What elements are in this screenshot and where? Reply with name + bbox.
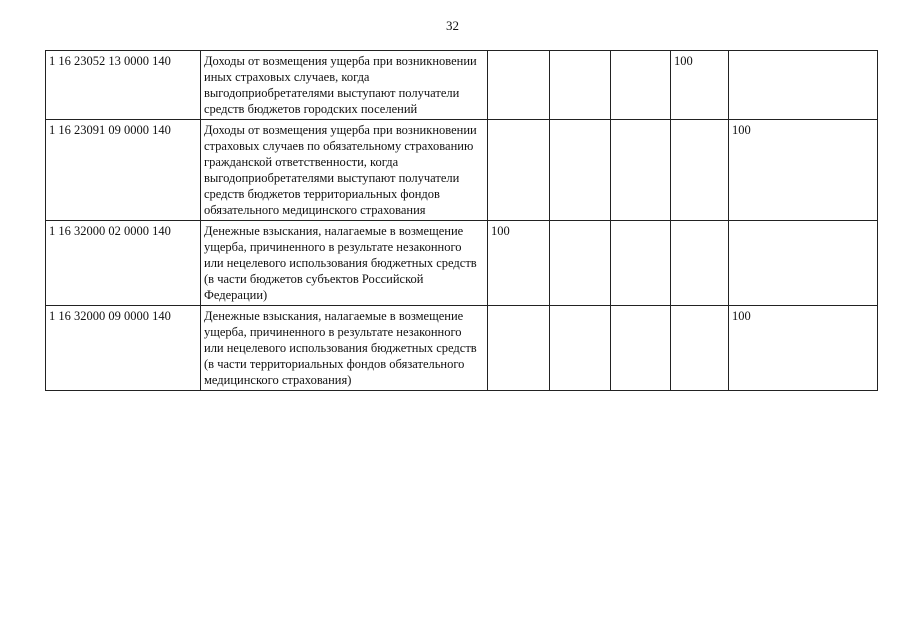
revenue-name: Денежные взыскания, налагаемые в возмещение ущерба, причиненного в результате незаконного или нецелевого использования бюджетных средств (в части бюджетов субъектов Российской Федерации) xyxy=(201,221,488,306)
table-row xyxy=(46,51,878,120)
table-row xyxy=(46,120,878,221)
value-cell xyxy=(550,51,611,120)
value-cell xyxy=(611,221,671,306)
revenue-name: Доходы от возмещения ущерба при возникновении иных страховых случаев, когда выгодоприобретателями выступают получатели средств бюджетов городских поселений xyxy=(201,51,488,120)
value-cell xyxy=(611,120,671,221)
value-cell xyxy=(671,120,729,221)
value-cell xyxy=(550,306,611,391)
revenue-name: Денежные взыскания, налагаемые в возмещение ущерба, причиненного в результате незаконного или нецелевого использования бюджетных средств (в части территориальных фондов обязательного медицинского страхования) xyxy=(201,306,488,391)
value-cell xyxy=(671,306,729,391)
value-cell xyxy=(488,51,550,120)
value-cell: 100 xyxy=(729,120,878,221)
value-cell: 100 xyxy=(671,51,729,120)
revenue-code: 1 16 23052 13 0000 140 xyxy=(46,51,201,120)
value-cell xyxy=(550,221,611,306)
value-cell xyxy=(611,306,671,391)
value-cell: 100 xyxy=(729,306,878,391)
value-cell xyxy=(488,120,550,221)
value-cell xyxy=(611,51,671,120)
value-cell xyxy=(550,120,611,221)
value-cell xyxy=(488,306,550,391)
table-row xyxy=(46,306,878,391)
value-cell xyxy=(671,221,729,306)
revenue-code: 1 16 23091 09 0000 140 xyxy=(46,120,201,221)
revenue-table xyxy=(45,50,878,391)
table-row xyxy=(46,221,878,306)
revenue-code: 1 16 32000 09 0000 140 xyxy=(46,306,201,391)
value-cell xyxy=(729,51,878,120)
revenue-name: Доходы от возмещения ущерба при возникновении страховых случаев по обязательному страхованию гражданской ответственности, когда выгодоприобретателями выступают получатели средств бюджетов территориальных фондов обязательного медицинского страхования xyxy=(201,120,488,221)
value-cell xyxy=(729,221,878,306)
value-cell: 100 xyxy=(488,221,550,306)
page-number: 32 xyxy=(446,18,459,33)
revenue-code: 1 16 32000 02 0000 140 xyxy=(46,221,201,306)
